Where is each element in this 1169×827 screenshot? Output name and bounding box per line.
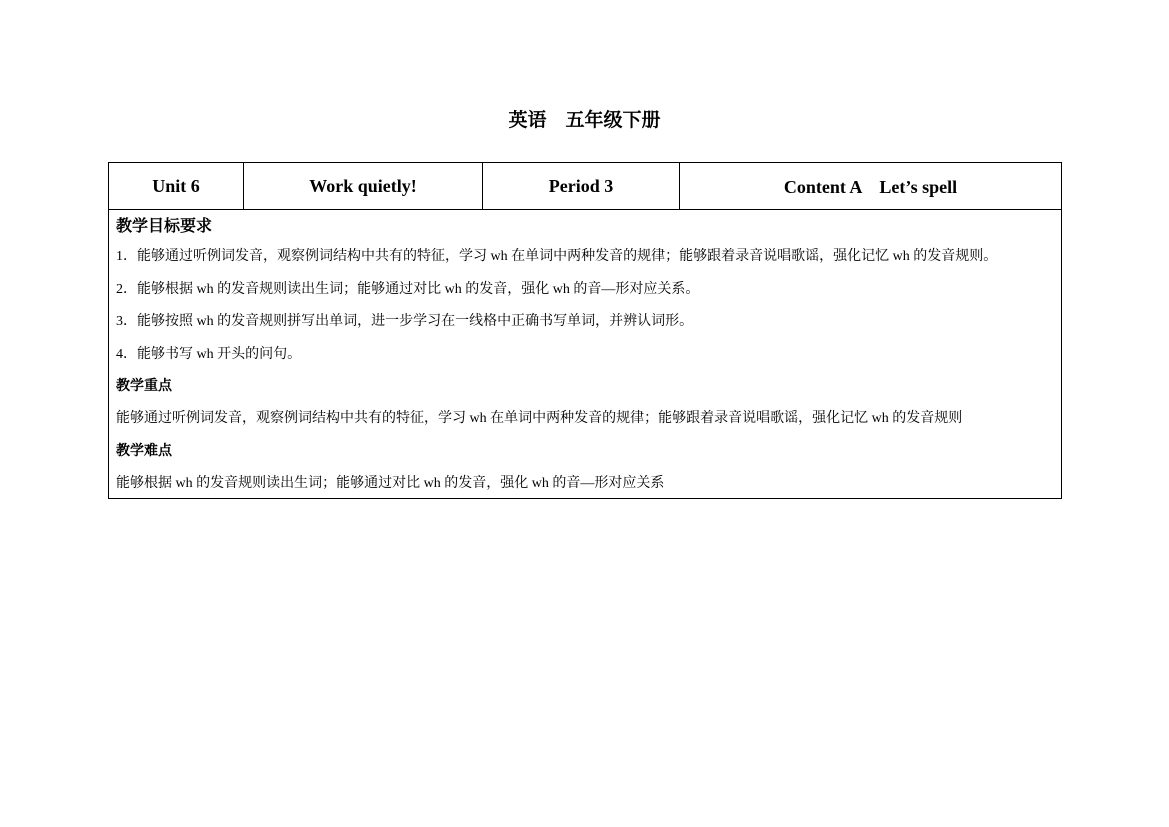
objective-item: 3．能够按照 wh 的发音规则拼写出单词，进一步学习在一线格中正确书写单词，并辨认词形。 bbox=[116, 314, 694, 329]
difficulties-heading: 教学难点 bbox=[116, 443, 172, 459]
lesson-details-cell bbox=[109, 210, 1062, 499]
key-points-heading: 教学重点 bbox=[116, 379, 172, 394]
unit-cell: Unit 6 bbox=[109, 163, 244, 210]
period-cell: Period 3 bbox=[483, 163, 680, 210]
objective-item: 4．能够书写 wh 开头的问句。 bbox=[116, 346, 302, 362]
objective-item: 1．能够通过听例词发音，观察例词结构中共有的特征，学习 wh 在单词中两种发音的规律；能够跟着录音说唱歌谣，强化记忆 wh 的发音规则。 bbox=[116, 249, 998, 264]
objectives-heading: 教学目标要求 bbox=[116, 218, 213, 235]
document-title: 英语 五年级下册 bbox=[508, 110, 661, 131]
lesson-plan-table bbox=[108, 162, 1062, 499]
key-points-text: 能够通过听例词发音，观察例词结构中共有的特征，学习 wh 在单词中两种发音的规律；能够跟着录音说唱歌谣，强化记忆 wh 的发音规则 bbox=[116, 411, 963, 426]
topic-cell: Work quietly! bbox=[244, 163, 483, 210]
table-header-row bbox=[109, 163, 1062, 210]
table-body-row bbox=[109, 210, 1062, 499]
content-cell: Content A Let’s spell bbox=[680, 163, 1062, 210]
objective-item: 2．能够根据 wh 的发音规则读出生词；能够通过对比 wh 的发音，强化 wh 的音—形对应关系。 bbox=[116, 281, 700, 297]
difficulties-text: 能够根据 wh 的发音规则读出生词；能够通过对比 wh 的发音，强化 wh 的音—形对应关系 bbox=[116, 475, 665, 491]
